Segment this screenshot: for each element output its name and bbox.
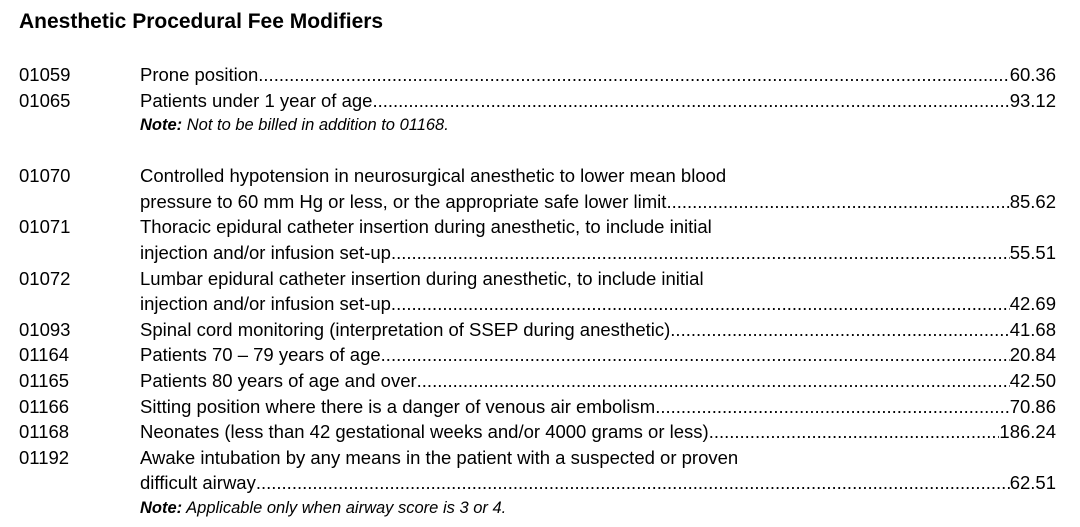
fee-code: 01093: [19, 318, 71, 340]
fee-code: 01072: [19, 267, 71, 289]
fee-amount: 70.86: [1009, 395, 1056, 417]
fee-note: [140, 496, 1056, 521]
dot-leader: [396, 291, 1010, 317]
fee-entry-01065: [0, 88, 1080, 139]
fee-line: [140, 189, 1056, 215]
dot-leader: [258, 62, 1009, 88]
dot-leader: [670, 317, 1009, 343]
fee-description: Spinal cord monitoring (interpretation of SSEP during anesthetic): [140, 318, 671, 340]
dot-leader: [709, 419, 1000, 445]
note-label: Note:: [140, 498, 183, 517]
fee-entry-01070: [0, 163, 1080, 214]
fee-code: 01071: [19, 216, 71, 238]
fee-amount: 186.24: [999, 421, 1056, 443]
fee-amount: 42.69: [1009, 293, 1056, 315]
fee-line: [140, 419, 1056, 445]
fee-code: 01168: [19, 421, 70, 443]
dot-leader: [256, 470, 1010, 496]
fee-code: 01192: [19, 446, 70, 468]
fee-description: injection and/or infusion set-up: [140, 241, 391, 263]
fee-amount: 93.12: [1009, 89, 1056, 111]
dot-leader: [372, 88, 1009, 114]
fee-entry-01165: [0, 368, 1080, 394]
fee-code: 01165: [19, 369, 70, 391]
fee-entry-01166: [0, 394, 1080, 420]
fee-description-line: Controlled hypotension in neurosurgical anesthetic to lower mean blood: [140, 165, 727, 187]
fee-line: [140, 62, 1056, 88]
dot-leader: [391, 240, 1010, 266]
fee-code: 01070: [19, 165, 71, 187]
fee-modifier-list: [0, 62, 1080, 521]
fee-amount: 62.51: [1009, 472, 1056, 494]
fee-line: [140, 342, 1056, 368]
fee-amount: 85.62: [1009, 190, 1056, 212]
fee-line: [140, 291, 1056, 317]
fee-description-line: Thoracic epidural catheter insertion during anesthetic, to include initial: [140, 216, 712, 238]
fee-entry-01059: [0, 62, 1080, 88]
fee-entry-01164: [0, 342, 1080, 368]
fee-entry-01192: [0, 445, 1080, 521]
note-label: Note:: [140, 116, 183, 135]
dot-leader: [381, 342, 1010, 368]
fee-entry-01168: [0, 419, 1080, 445]
fee-entry-01093: [0, 317, 1080, 343]
fee-code: 01059: [19, 64, 71, 85]
fee-line: [140, 368, 1056, 394]
fee-amount: 42.50: [1009, 369, 1056, 391]
dot-leader: [417, 368, 1010, 394]
fee-line: [140, 394, 1056, 420]
dot-leader: [655, 394, 1010, 420]
fee-line: [140, 88, 1056, 114]
fee-description: difficult airway: [140, 472, 256, 494]
fee-line: [140, 317, 1056, 343]
fee-description: Sitting position where there is a danger of venous air embolism: [140, 395, 656, 417]
fee-line: [140, 470, 1056, 496]
note-text: Not to be billed in addition to 01168.: [182, 116, 449, 135]
fee-description: Patients under 1 year of age: [140, 89, 373, 111]
fee-line: [140, 240, 1056, 266]
fee-description: pressure to 60 mm Hg or less, or the appropriate safe lower limit: [140, 190, 667, 212]
fee-description: Prone position: [140, 64, 259, 85]
fee-amount: 41.68: [1009, 318, 1056, 340]
fee-code: 01164: [19, 344, 70, 366]
fee-description: Patients 70 – 79 years of age: [140, 344, 381, 366]
fee-entry-01071: [0, 214, 1080, 265]
fee-code: 01166: [19, 395, 70, 417]
fee-description-line: Awake intubation by any means in the patient with a suspected or proven: [140, 446, 739, 468]
fee-description: Patients 80 years of age and over: [140, 369, 417, 391]
note-text: Applicable only when airway score is 3 or 4.: [182, 498, 507, 517]
fee-amount: 20.84: [1009, 344, 1056, 366]
fee-code: 01065: [19, 89, 71, 111]
fee-note: [140, 113, 1056, 138]
dot-leader: [666, 189, 1009, 215]
fee-description: Neonates (less than 42 gestational weeks and/or 4000 grams or less): [140, 421, 709, 443]
page-title: Anesthetic Procedural Fee Modifiers: [19, 10, 384, 33]
fee-amount: 55.51: [1009, 241, 1056, 263]
fee-description-line: Lumbar epidural catheter insertion during anesthetic, to include initial: [140, 267, 704, 289]
fee-entry-01072: [0, 266, 1080, 317]
fee-description: injection and/or infusion set-up.: [140, 293, 397, 315]
fee-amount: 60.36: [1009, 64, 1056, 85]
